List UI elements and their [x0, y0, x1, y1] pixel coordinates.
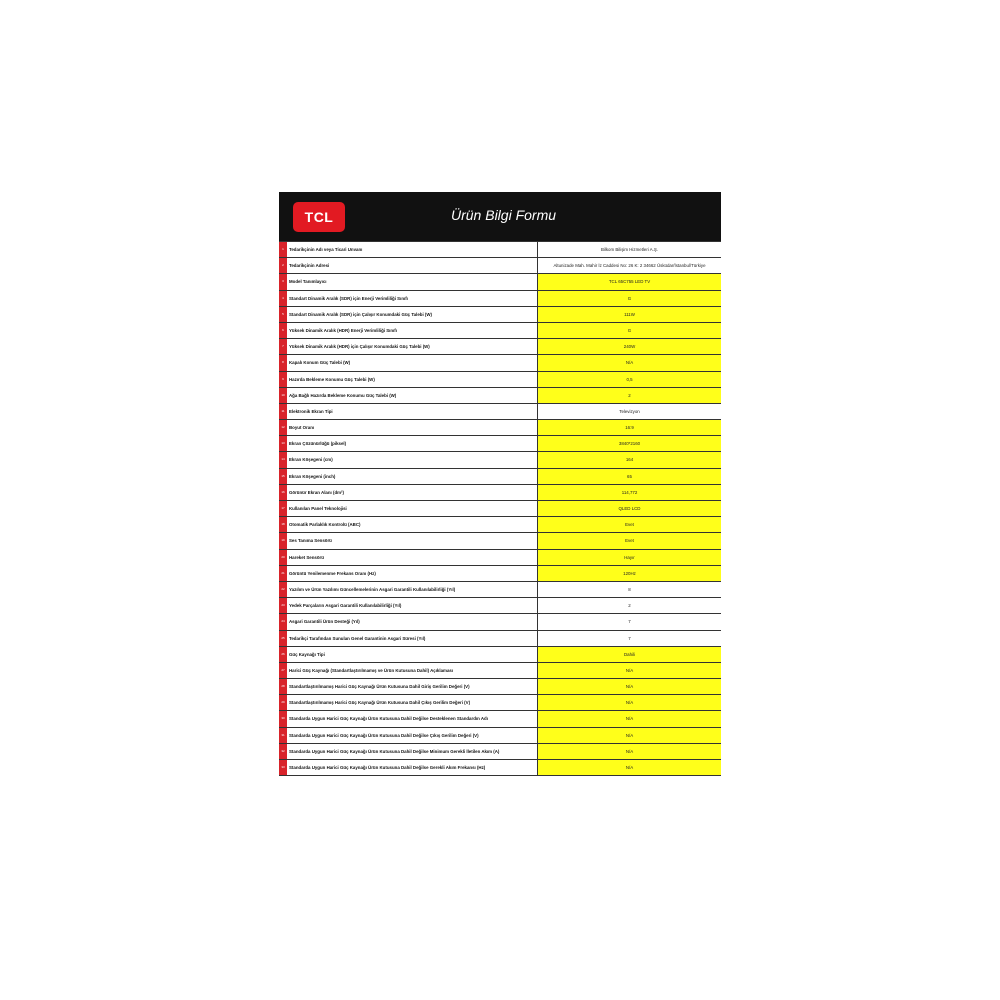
tcl-logo: TCL	[293, 202, 345, 232]
table-row	[279, 695, 721, 711]
row-label: Ağa Bağlı Hazırda Bekleme Konumu Güç Talebi (W)	[287, 388, 538, 403]
row-label: Standarda Uygun Harici Güç Kaynağı Ürün Kutusuna Dahil Değilse Minimum Gerekli İletilen Akım (A)	[287, 744, 538, 759]
table-row	[279, 501, 721, 517]
row-number: 17	[279, 501, 287, 516]
row-number: 5	[279, 307, 287, 322]
table-row	[279, 582, 721, 598]
row-label: Standarda Uygun Harici Güç Kaynağı Ürün Kutusuna Dahil Değilse Desteklenen Standardın Adı	[287, 711, 538, 726]
row-label: Standarda Uygun Harici Güç Kaynağı Ürün Kutusuna Dahil Değilse Çıkış Gerilim Değeri (V)	[287, 728, 538, 743]
row-label: Yazılım ve Ürün Yazılımı Güncellemelerinin Asgari Garantili Kullanılabilirliği (Yıl)	[287, 582, 538, 597]
row-label: Ekran Çözünürlüğü (piksel)	[287, 436, 538, 451]
row-value: QLED LCD	[538, 501, 721, 516]
table-row	[279, 420, 721, 436]
row-value: 2	[538, 388, 721, 403]
row-number: 10	[279, 388, 287, 403]
row-number: 11	[279, 404, 287, 419]
table-row	[279, 404, 721, 420]
row-value: Evet	[538, 517, 721, 532]
row-number: 13	[279, 436, 287, 451]
row-label: Standartlaştırılmamış Harici Güç Kaynağı Ürün Kutusuna Dahil Giriş Gerilim Değeri (V)	[287, 679, 538, 694]
row-value: 8	[538, 582, 721, 597]
row-label: Ses Tanıma Sensörü	[287, 533, 538, 548]
row-label: Yüksek Dinamik Aralık (HDR) için Çalışır Konumdaki Güç Talebi (W)	[287, 339, 538, 354]
row-label: Tedarikçinin Adı veya Ticari Unvanı	[287, 242, 538, 257]
row-value: 240W	[538, 339, 721, 354]
table-row	[279, 323, 721, 339]
row-value: 2	[538, 598, 721, 613]
row-number: 14	[279, 452, 287, 467]
row-value: 7	[538, 631, 721, 646]
row-label: Tedarikçi Tarafından Sunulan Genel Garantinin Asgari Süresi (Yıl)	[287, 631, 538, 646]
table-row	[279, 614, 721, 630]
row-value: Bilkom Bilişim Hizmetleri A.Ş.	[538, 242, 721, 257]
row-value: 0,5	[538, 372, 721, 387]
row-number: 27	[279, 663, 287, 678]
row-label: Ekran Köşegeni (cm)	[287, 452, 538, 467]
row-number: 23	[279, 598, 287, 613]
table-row	[279, 258, 721, 274]
row-label: Otomatik Parlaklık Kontrolü (ABC)	[287, 517, 538, 532]
row-value: 114,772	[538, 485, 721, 500]
row-label: Yedek Parçaların Asgari Garantili Kullanılabilirliği (Yıl)	[287, 598, 538, 613]
row-number: 3	[279, 274, 287, 289]
table-row	[279, 533, 721, 549]
row-number: 1	[279, 242, 287, 257]
row-label: Görünür Ekran Alanı (dm²)	[287, 485, 538, 500]
row-number: 33	[279, 760, 287, 775]
row-value: Hayır	[538, 550, 721, 565]
row-label: Yüksek Dinamik Aralık (HDR) Enerji Verimliliği Sınıfı	[287, 323, 538, 338]
table-row	[279, 631, 721, 647]
row-number: 30	[279, 711, 287, 726]
sheet-header	[279, 192, 721, 241]
row-value: N/A	[538, 744, 721, 759]
table-row	[279, 760, 721, 776]
sheet-title: Ürün Bilgi Formu	[451, 207, 557, 223]
row-number: 7	[279, 339, 287, 354]
table-row	[279, 242, 721, 258]
table-row	[279, 728, 721, 744]
row-label: Kapalı Konum Güç Talebi (W)	[287, 355, 538, 370]
row-label: Ekran Köşegeni (inch)	[287, 469, 538, 484]
row-value: 3840*2160	[538, 436, 721, 451]
row-number: 8	[279, 355, 287, 370]
row-number: 2	[279, 258, 287, 273]
row-label: Güç Kaynağı Tipi	[287, 647, 538, 662]
table-row	[279, 274, 721, 290]
table-row	[279, 485, 721, 501]
row-number: 25	[279, 631, 287, 646]
row-value: N/A	[538, 663, 721, 678]
row-label: Kullanılan Panel Teknolojisi	[287, 501, 538, 516]
row-value: 65	[538, 469, 721, 484]
row-label: Asgari Garantili Ürün Desteği (Yıl)	[287, 614, 538, 629]
table-row	[279, 566, 721, 582]
row-number: 21	[279, 566, 287, 581]
row-value: N/A	[538, 711, 721, 726]
table-row	[279, 517, 721, 533]
row-value: N/A	[538, 355, 721, 370]
row-label: Standarda Uygun Harici Güç Kaynağı Ürün Kutusuna Dahil Değilse Gerekli Akım Frekansı (Hz)	[287, 760, 538, 775]
row-label: Görüntü Yenilemenme Frekans Oranı (Hz)	[287, 566, 538, 581]
table-row	[279, 372, 721, 388]
row-number: 18	[279, 517, 287, 532]
table-row	[279, 436, 721, 452]
spec-table	[279, 241, 721, 776]
row-value: Evet	[538, 533, 721, 548]
row-value: Altunizade Mah. Mahir İz Caddesi No: 26 K: 2 34662 Üsküdar/İstanbul/Türkiye	[538, 258, 721, 273]
row-number: 19	[279, 533, 287, 548]
table-row	[279, 647, 721, 663]
table-row	[279, 550, 721, 566]
row-label: Model Tanımlayıcı	[287, 274, 538, 289]
row-value: N/A	[538, 760, 721, 775]
row-number: 32	[279, 744, 287, 759]
row-value: N/A	[538, 728, 721, 743]
row-value: G	[538, 323, 721, 338]
row-value: 7	[538, 614, 721, 629]
row-label: Hazırda Bekleme Konumu Güç Talebi (W)	[287, 372, 538, 387]
row-number: 26	[279, 647, 287, 662]
row-label: Boyut Oranı	[287, 420, 538, 435]
row-number: 24	[279, 614, 287, 629]
row-number: 31	[279, 728, 287, 743]
row-number: 16	[279, 485, 287, 500]
row-label: Standart Dinamik Aralık (SDR) için Enerji Verimliliği Sınıfı	[287, 291, 538, 306]
row-value: 120Hz	[538, 566, 721, 581]
table-row	[279, 744, 721, 760]
row-value: Televizyon	[538, 404, 721, 419]
row-label: Hareket Sensörü	[287, 550, 538, 565]
row-number: 9	[279, 372, 287, 387]
row-label: Elektronik Ekran Tipi	[287, 404, 538, 419]
row-label: Tedarikçinin Adresi	[287, 258, 538, 273]
row-number: 4	[279, 291, 287, 306]
table-row	[279, 355, 721, 371]
row-number: 12	[279, 420, 287, 435]
row-value: TCL 65C755 LED TV	[538, 274, 721, 289]
row-number: 15	[279, 469, 287, 484]
row-number: 22	[279, 582, 287, 597]
table-row	[279, 307, 721, 323]
table-row	[279, 291, 721, 307]
row-number: 20	[279, 550, 287, 565]
row-value: 16:9	[538, 420, 721, 435]
table-row	[279, 711, 721, 727]
row-value: N/A	[538, 679, 721, 694]
table-row	[279, 598, 721, 614]
row-label: Standart Dinamik Aralık (SDR) için Çalışır Konumdaki Güç Talebi (W)	[287, 307, 538, 322]
row-value: 164	[538, 452, 721, 467]
row-value: 111W	[538, 307, 721, 322]
row-value: G	[538, 291, 721, 306]
row-number: 29	[279, 695, 287, 710]
table-row	[279, 679, 721, 695]
row-value: N/A	[538, 695, 721, 710]
table-row	[279, 339, 721, 355]
row-value: Dahili	[538, 647, 721, 662]
table-row	[279, 452, 721, 468]
table-row	[279, 469, 721, 485]
row-number: 28	[279, 679, 287, 694]
table-row	[279, 388, 721, 404]
row-number: 6	[279, 323, 287, 338]
row-label: Standartlaştırılmamış Harici Güç Kaynağı Ürün Kutusuna Dahil Çıkış Gerilim Değeri (V)	[287, 695, 538, 710]
table-row	[279, 663, 721, 679]
row-label: Harici Güç Kaynağı (Standartlaştırılmamış ve Ürün Kutusuna Dahil) Açıklaması	[287, 663, 538, 678]
product-info-sheet	[279, 192, 721, 776]
